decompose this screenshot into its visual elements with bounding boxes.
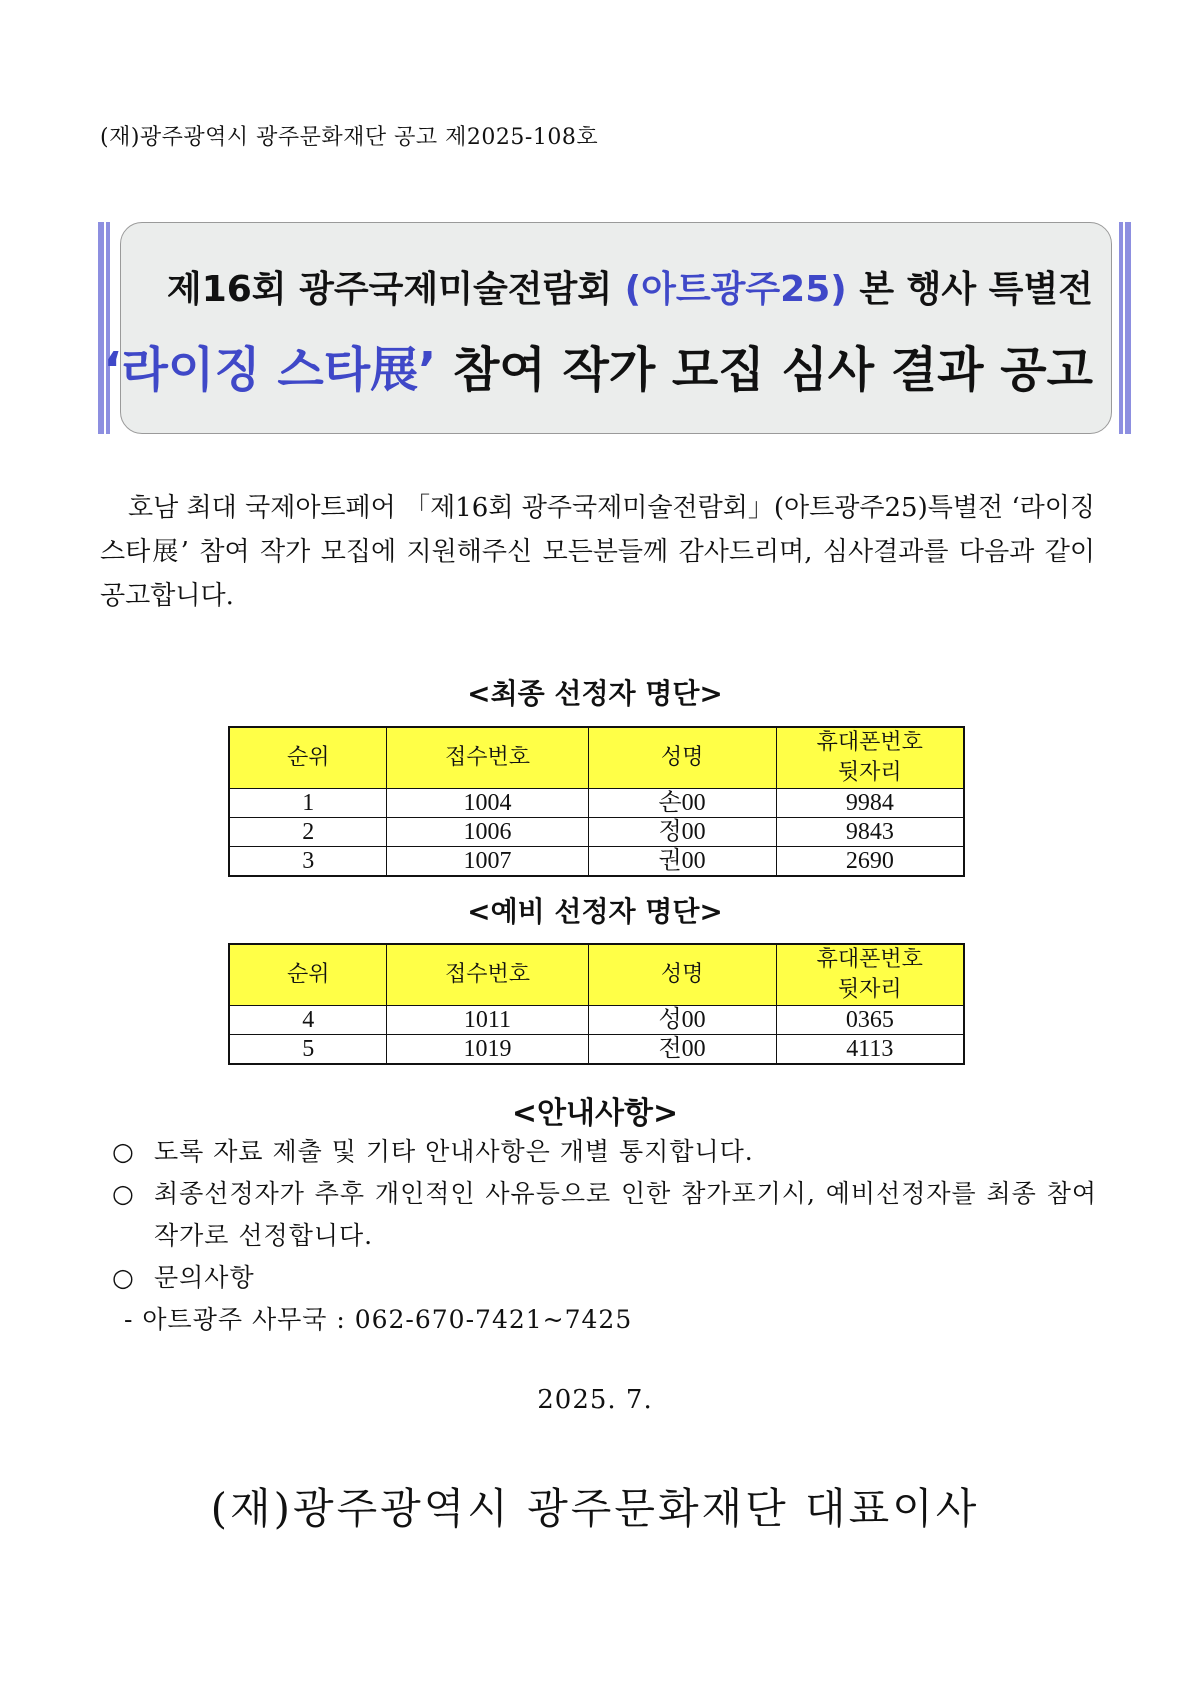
title-left-stripe [98, 222, 110, 434]
guidance-item-text: 도록 자료 제출 및 기타 안내사항은 개별 통지합니다. [154, 1137, 754, 1166]
cell-phone-suffix: 2690 [776, 847, 964, 877]
intro-paragraph: 호남 최대 국제아트페어 「제16회 광주국제미술전람회」(아트광주25)특별전 ‘라이징 스타展’ 참여 작가 모집에 지원해주신 모든분들께 감사드리며, 심사결과를 다음과 같이 공고합니다. [100, 493, 1095, 611]
cell-name: 손00 [588, 789, 776, 818]
list-item [112, 1131, 1097, 1173]
cell-rank: 5 [229, 1035, 387, 1065]
cell-phone-suffix: 9843 [776, 818, 964, 847]
cell-phone-suffix: 9984 [776, 789, 964, 818]
issue-date: 2025. 7. [537, 1385, 653, 1415]
header-receipt-no: 접수번호 [387, 944, 588, 1006]
cell-phone-suffix: 4113 [776, 1035, 964, 1065]
cell-rank: 2 [229, 818, 387, 847]
cell-name: 권00 [588, 847, 776, 877]
title-line-2-post: 참여 작가 모집 심사 결과 공고 [436, 342, 1093, 398]
header-name: 성명 [588, 727, 776, 789]
list-item [112, 1173, 1097, 1257]
table-header-row [229, 944, 964, 1006]
header-name: 성명 [588, 944, 776, 1006]
guidance-list [112, 1131, 1097, 1341]
header-rank: 순위 [229, 944, 387, 1006]
issuer-signature: (재)광주광역시 광주문화재단 대표이사 [210, 1484, 980, 1533]
header-rank: 순위 [229, 727, 387, 789]
title-box [103, 222, 1112, 434]
final-list-heading: <최종 선정자 명단> [467, 677, 723, 710]
guidance-item-text: 문의사항 [154, 1263, 255, 1292]
cell-phone-suffix: 0365 [776, 1006, 964, 1035]
title-line-2-accent: ‘라이징 스타展’ [103, 342, 437, 398]
cell-name: 성00 [588, 1006, 776, 1035]
guidance-item-text: 최종선정자가 추후 개인적인 사유등으로 인한 참가포기시, 예비선정자를 최종 참여 작가로 선정합니다. [154, 1179, 1097, 1250]
notice-number: (재)광주광역시 광주문화재단 공고 제2025-108호 [100, 125, 599, 150]
cell-receipt-no: 1011 [387, 1006, 588, 1035]
table-row [229, 789, 964, 818]
list-item [112, 1257, 1097, 1299]
cell-name: 정00 [588, 818, 776, 847]
title-line-1-post: 본 행사 특별전 [846, 269, 1093, 310]
cell-name: 전00 [588, 1035, 776, 1065]
title-line-1-pre: 제16회 광주국제미술전람회 [166, 269, 625, 310]
table-header-row [229, 727, 964, 789]
title-banner [98, 222, 1131, 434]
table-row [229, 1006, 964, 1035]
reserve-list-table [228, 943, 965, 1065]
header-phone-suffix: 휴대폰번호 뒷자리 [776, 727, 964, 789]
table-row [229, 847, 964, 877]
contact-info: - 아트광주 사무국 : 062-670-7421~7425 [124, 1305, 633, 1334]
title-line-1 [167, 261, 1093, 312]
cell-rank: 4 [229, 1006, 387, 1035]
circle-bullet-icon: ○ [112, 1179, 135, 1208]
header-phone-suffix: 휴대폰번호 뒷자리 [776, 944, 964, 1006]
cell-receipt-no: 1007 [387, 847, 588, 877]
table-row [229, 818, 964, 847]
title-line-1-accent: (아트광주25) [624, 269, 847, 310]
cell-rank: 1 [229, 789, 387, 818]
cell-receipt-no: 1019 [387, 1035, 588, 1065]
title-line-2 [103, 331, 1093, 400]
reserve-list-heading: <예비 선정자 명단> [467, 895, 723, 928]
circle-bullet-icon: ○ [112, 1137, 135, 1166]
guidance-heading: <안내사항> [511, 1096, 679, 1131]
header-receipt-no: 접수번호 [387, 727, 588, 789]
table-row [229, 1035, 964, 1065]
cell-rank: 3 [229, 847, 387, 877]
cell-receipt-no: 1004 [387, 789, 588, 818]
final-list-table [228, 726, 965, 877]
circle-bullet-icon: ○ [112, 1263, 135, 1292]
title-right-stripe [1119, 222, 1131, 434]
cell-receipt-no: 1006 [387, 818, 588, 847]
